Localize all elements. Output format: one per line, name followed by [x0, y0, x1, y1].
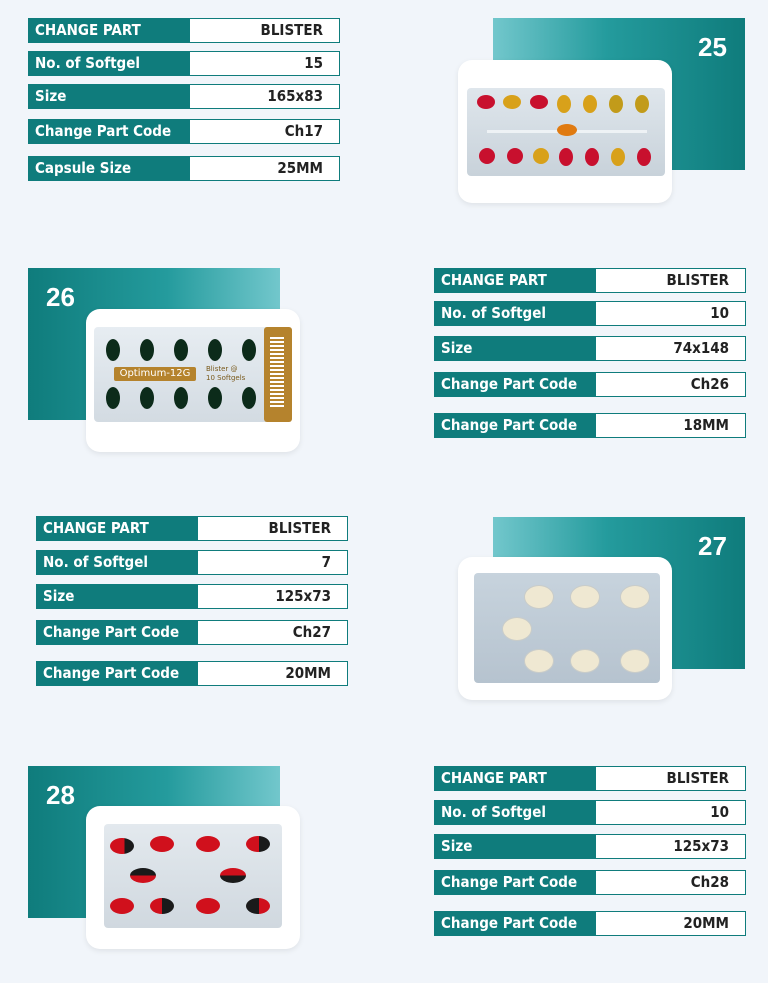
spec-row-capsule — [36, 661, 348, 686]
value-size: 74x148 — [596, 336, 746, 361]
label-capsule: Capsule Size — [28, 156, 190, 181]
label-change-part: CHANGE PART — [36, 516, 198, 541]
item-number-28: 28 — [46, 780, 75, 810]
spec-row-change-part — [36, 516, 348, 541]
label-code: Change Part Code — [434, 870, 596, 895]
value-capsule: 25MM — [190, 156, 340, 181]
spec-row-size — [28, 84, 340, 109]
spec-row-code — [434, 870, 746, 895]
label-capsule: Change Part Code — [36, 661, 198, 686]
value-code: Ch17 — [190, 119, 340, 144]
spec-row-change-part — [28, 18, 340, 43]
item-number-25: 25 — [698, 32, 727, 62]
product-photo-27 — [458, 557, 672, 700]
blister-strip — [94, 327, 292, 422]
value-capsule: 20MM — [198, 661, 348, 686]
item-number-26: 26 — [46, 282, 75, 312]
value-size: 125x73 — [198, 584, 348, 609]
value-size: 125x73 — [596, 834, 746, 859]
label-capsule: Change Part Code — [434, 911, 596, 936]
spec-row-code — [36, 620, 348, 645]
label-size: Size — [434, 336, 596, 361]
label-change-part: CHANGE PART — [434, 766, 596, 791]
spec-row-capsule — [28, 156, 340, 181]
blister-strip — [467, 88, 665, 176]
value-change-part: BLISTER — [596, 766, 746, 791]
value-change-part: BLISTER — [190, 18, 340, 43]
label-change-part: CHANGE PART — [434, 268, 596, 293]
value-softgel: 10 — [596, 301, 746, 326]
spec-row-capsule — [434, 911, 746, 936]
blister-strip — [104, 824, 282, 928]
value-capsule: 20MM — [596, 911, 746, 936]
product-photo-26 — [86, 309, 300, 452]
label-capsule: Change Part Code — [434, 413, 596, 438]
label-code: Change Part Code — [28, 119, 190, 144]
spec-row-softgel — [434, 800, 746, 825]
spec-row-change-part — [434, 766, 746, 791]
package-text-2: 10 Softgels — [206, 374, 246, 382]
spec-row-softgel — [28, 51, 340, 76]
value-code: Ch28 — [596, 870, 746, 895]
spec-row-code — [28, 119, 340, 144]
label-size: Size — [28, 84, 190, 109]
spec-row-change-part — [434, 268, 746, 293]
product-photo-28 — [86, 806, 300, 949]
label-size: Size — [36, 584, 198, 609]
value-capsule: 18MM — [596, 413, 746, 438]
spec-table-25 — [28, 18, 340, 181]
label-change-part: CHANGE PART — [28, 18, 190, 43]
label-softgel: No. of Softgel — [36, 550, 198, 575]
package-text-1: Blister @ — [206, 365, 238, 373]
spec-row-capsule — [434, 413, 746, 438]
label-code: Change Part Code — [36, 620, 198, 645]
blister-strip — [474, 573, 660, 683]
spec-row-code — [434, 372, 746, 397]
label-softgel: No. of Softgel — [434, 301, 596, 326]
product-photo-25 — [458, 60, 672, 203]
spec-row-softgel — [36, 550, 348, 575]
spec-row-size — [434, 834, 746, 859]
label-softgel: No. of Softgel — [434, 800, 596, 825]
label-code: Change Part Code — [434, 372, 596, 397]
value-change-part: BLISTER — [198, 516, 348, 541]
value-code: Ch26 — [596, 372, 746, 397]
spec-table-26 — [434, 268, 746, 438]
item-number-27: 27 — [698, 531, 727, 561]
value-change-part: BLISTER — [596, 268, 746, 293]
label-softgel: No. of Softgel — [28, 51, 190, 76]
value-size: 165x83 — [190, 84, 340, 109]
package-barcode-tab — [264, 327, 292, 422]
value-softgel: 15 — [190, 51, 340, 76]
spec-row-size — [434, 336, 746, 361]
value-softgel: 10 — [596, 800, 746, 825]
label-size: Size — [434, 834, 596, 859]
spec-table-28 — [434, 766, 746, 936]
spec-row-size — [36, 584, 348, 609]
value-code: Ch27 — [198, 620, 348, 645]
spec-table-27 — [36, 516, 348, 686]
value-softgel: 7 — [198, 550, 348, 575]
package-brand-label: Optimum-12G — [114, 367, 196, 381]
spec-row-softgel — [434, 301, 746, 326]
